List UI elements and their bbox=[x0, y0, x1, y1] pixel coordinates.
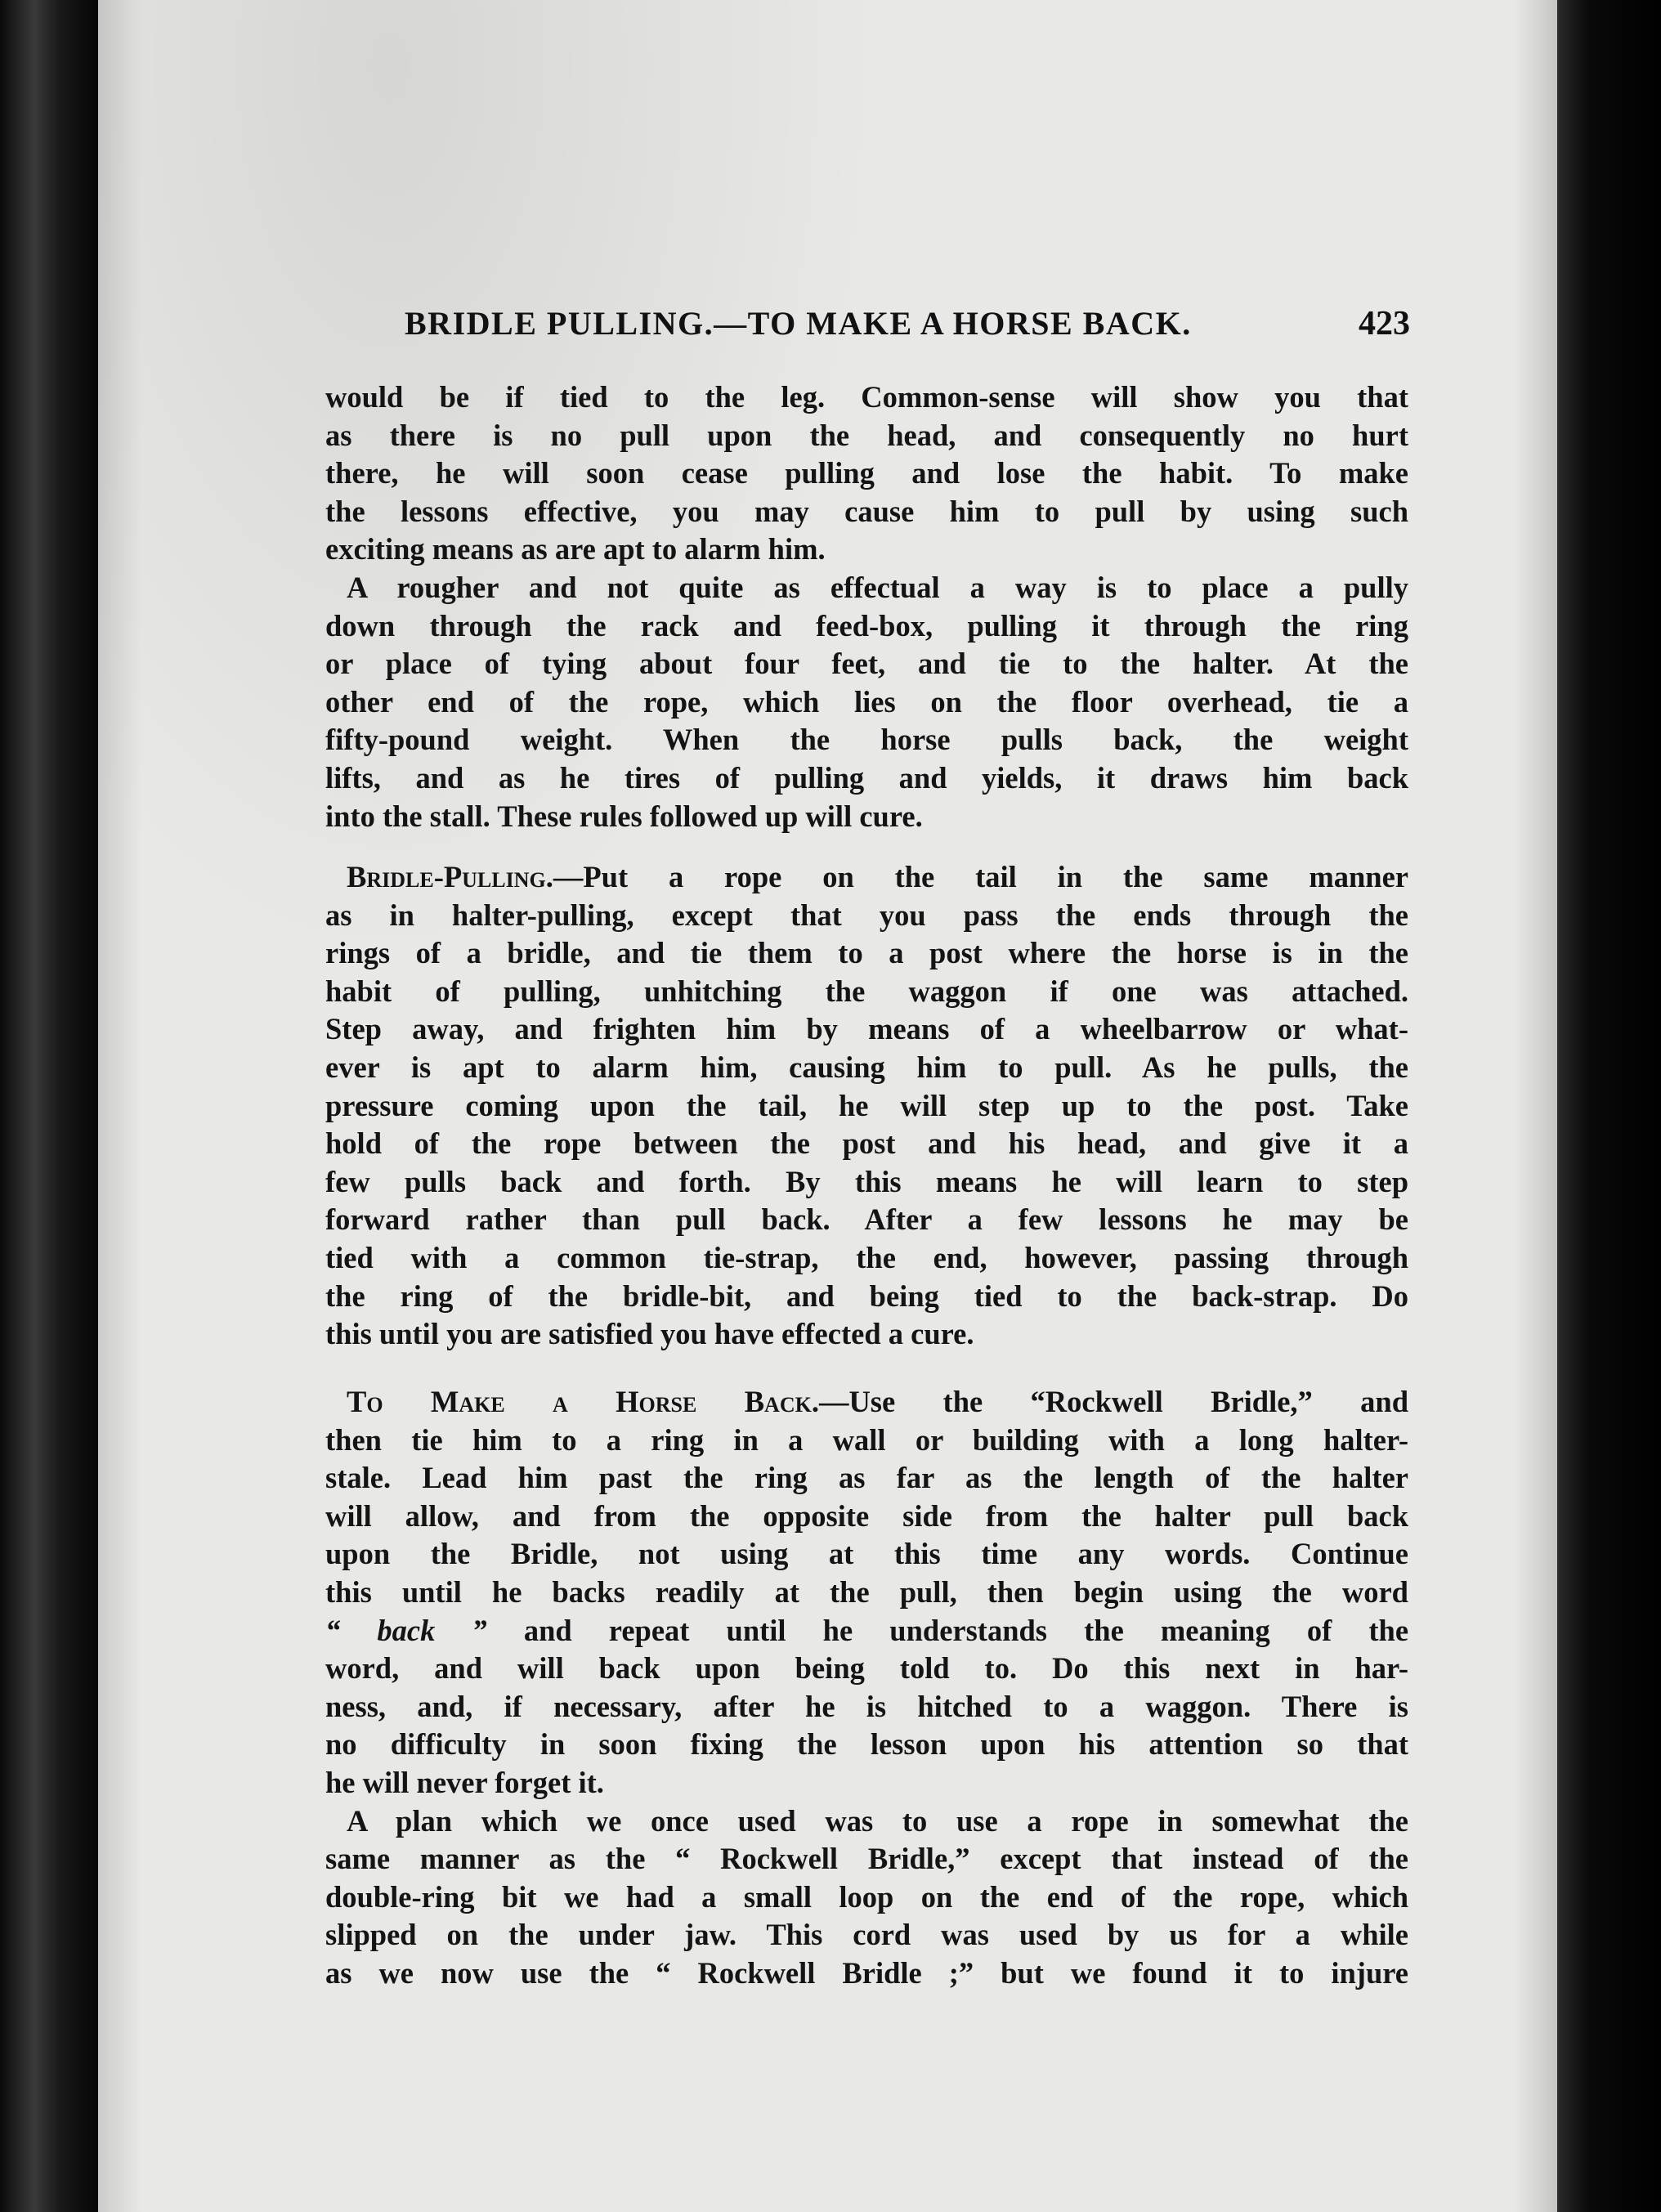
text-line: few pulls back and forth. By this means he will learn to step bbox=[325, 1164, 1408, 1198]
text-line: the lessons effective, you may cause him to pull by using such bbox=[325, 494, 1408, 528]
text-line: then tie him to a ring in a wall or building with a long halter- bbox=[325, 1422, 1408, 1457]
text-line: the ring of the bridle-bit, and being tied to the back-strap. Do bbox=[325, 1278, 1408, 1313]
text-line: Step away, and frighten him by means of a wheelbarrow or what- bbox=[325, 1012, 1408, 1046]
text-fragment: and repeat until he understands the meaning of the bbox=[523, 1613, 1409, 1647]
text-fragment: —Use the “Rockwell Bridle,” and bbox=[818, 1385, 1408, 1418]
text-line: habit of pulling, unhitching the waggon if one was attached. bbox=[325, 974, 1408, 1008]
book-page bbox=[98, 0, 1557, 2212]
text-line: rings of a bridle, and tie them to a post where the horse is in the bbox=[325, 936, 1408, 970]
left-binding-edge bbox=[0, 0, 98, 2212]
text-line bbox=[325, 1383, 1408, 1422]
text-line: ever is apt to alarm him, causing him to pull. As he pulls, the bbox=[325, 1050, 1408, 1084]
text-line: there, he will soon cease pulling and lose the habit. To make bbox=[325, 456, 1408, 490]
page-number: 423 bbox=[1359, 305, 1410, 343]
text-line: down through the rack and feed-box, pulling it through the ring bbox=[325, 608, 1408, 643]
text-line: upon the Bridle, not using at this time any words. Continue bbox=[325, 1537, 1408, 1571]
text-line: he will never forget it. bbox=[325, 1765, 604, 1799]
text-line: will allow, and from the opposite side from the halter pull back bbox=[325, 1498, 1408, 1533]
text-fragment: —Put a rope on the tail in the same manner bbox=[553, 860, 1408, 893]
text-line: as in halter-pulling, except that you pass the ends through the bbox=[325, 898, 1408, 932]
text-line: exciting means as are apt to alarm him. bbox=[325, 532, 826, 566]
running-header bbox=[405, 304, 1410, 343]
text-line: A plan which we once used was to use a rope in somewhat the bbox=[347, 1803, 1408, 1838]
text-line: would be if tied to the leg. Common-sense will show you that bbox=[325, 380, 1408, 414]
text-line bbox=[325, 1612, 1408, 1650]
text-line: ness, and, if necessary, after he is hitched to a waggon. There is bbox=[325, 1689, 1408, 1723]
text-line: as we now use the “ Rockwell Bridle ;” but we found it to injure bbox=[325, 1955, 1408, 1990]
text-line: as there is no pull upon the head, and consequently no hurt bbox=[325, 418, 1408, 452]
text-line: or place of tying about four feet, and tie to the halter. At the bbox=[325, 647, 1408, 681]
text-line: this until you are satisfied you have effected a cure. bbox=[325, 1317, 974, 1351]
text-line bbox=[325, 858, 1408, 897]
text-line: lifts, and as he tires of pulling and yields, it draws him back bbox=[325, 760, 1408, 795]
paragraph-bridle-pulling bbox=[325, 858, 1408, 1354]
text-line: slipped on the under jaw. This cord was used by us for a while bbox=[325, 1918, 1408, 1952]
text-line: forward rather than pull back. After a few lessons he may be bbox=[325, 1202, 1408, 1237]
text-line: pressure coming upon the tail, he will step up to the post. Take bbox=[325, 1088, 1408, 1122]
text-line: no difficulty in soon fixing the lesson upon his attention so that bbox=[325, 1727, 1408, 1762]
text-line: this until he backs readily at the pull, then begin using the word bbox=[325, 1574, 1408, 1609]
section-heading: To Make a Horse Back. bbox=[347, 1385, 819, 1418]
text-line: same manner as the “ Rockwell Bridle,” except that instead of the bbox=[325, 1842, 1408, 1876]
text-line: tied with a common tie-strap, the end, however, passing through bbox=[325, 1240, 1408, 1274]
text-line: other end of the rope, which lies on the floor overhead, tie a bbox=[325, 684, 1408, 719]
italic-word: “ back ” bbox=[325, 1613, 487, 1647]
text-line: hold of the rope between the post and his head, and give it a bbox=[325, 1126, 1408, 1161]
paragraph-make-horse-back bbox=[325, 1383, 1408, 1993]
text-line: word, and will back upon being told to. Do this next in har- bbox=[325, 1651, 1408, 1686]
text-line: double-ring bit we had a small loop on the end of the rope, which bbox=[325, 1879, 1408, 1914]
section-heading: Bridle-Pulling. bbox=[347, 860, 553, 893]
right-binding-edge bbox=[1557, 0, 1661, 2212]
text-line: A rougher and not quite as effectual a way is to place a pully bbox=[347, 570, 1408, 604]
text-line: stale. Lead him past the ring as far as the length of the halter bbox=[325, 1461, 1408, 1495]
running-title: BRIDLE PULLING.—TO MAKE A HORSE BACK. bbox=[405, 305, 1192, 342]
text-line: fifty-pound weight. When the horse pulls back, the weight bbox=[325, 723, 1408, 757]
text-line: into the stall. These rules followed up will cure. bbox=[325, 799, 923, 833]
paragraph-halter-pulling-continued bbox=[325, 378, 1408, 835]
